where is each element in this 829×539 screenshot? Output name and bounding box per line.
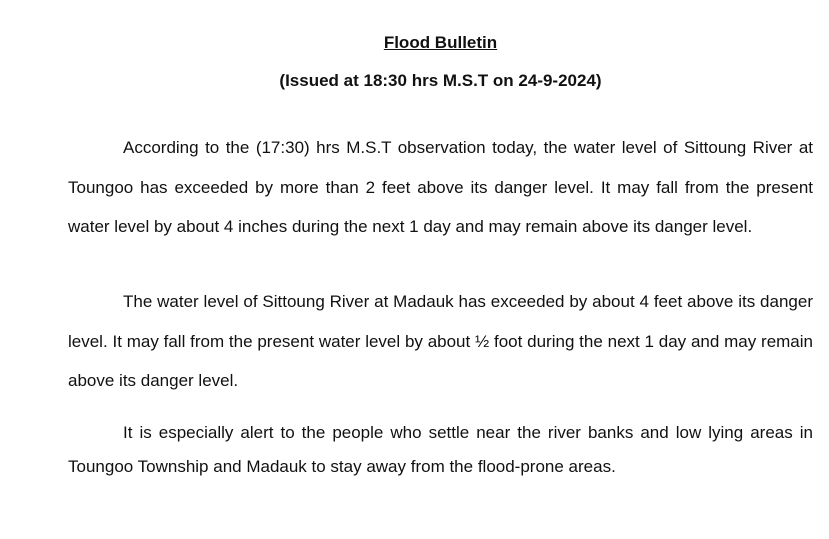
issued-timestamp: (Issued at 18:30 hrs M.S.T on 24-9-2024) xyxy=(279,71,602,90)
paragraph-toungoo: According to the (17:30) hrs M.S.T observation today, the water level of Sittoung River at Toungoo has exceeded by more than 2 feet above its danger level. It may fall from the present water level by about 4 inches during the next 1 day and may remain above its danger level. xyxy=(68,138,813,236)
bulletin-title: Flood Bulletin xyxy=(383,33,498,52)
paragraph-madauk: The water level of Sittoung River at Madauk has exceeded by about 4 feet above its danger level. It may fall from the present water level by about ½ foot during the next 1 day and may remain above its danger level. xyxy=(68,292,813,390)
paragraph-alert: It is especially alert to the people who settle near the river banks and low lying areas in Toungoo Township and Madauk to stay away from the flood-prone areas. xyxy=(68,423,813,476)
